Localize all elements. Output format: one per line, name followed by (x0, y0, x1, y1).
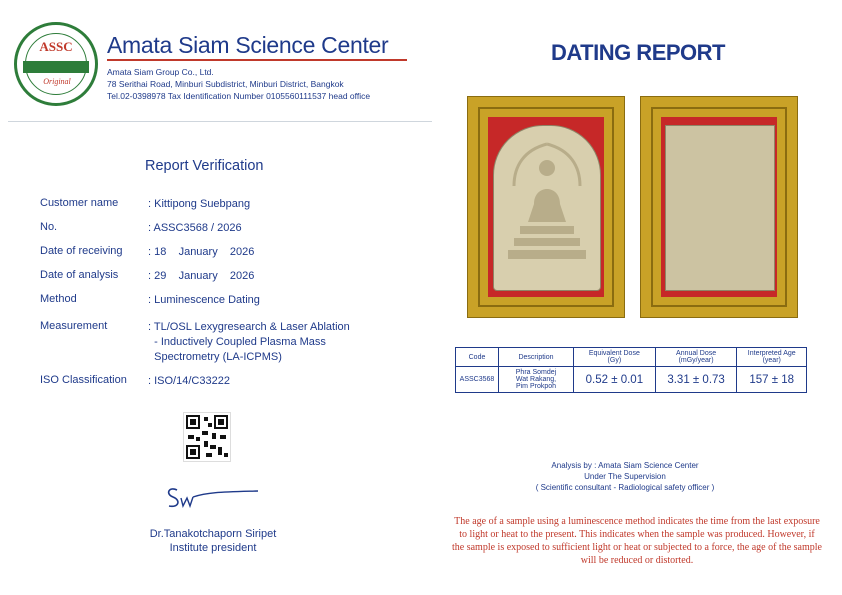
header-description: Description (499, 348, 574, 367)
company-address: 78 Serithai Road, Minburi Subdistrict, Minburi District, Bangkok (107, 79, 344, 89)
company-contact: Tel.02-0398978 Tax Identification Number 0105560111537 head office (107, 91, 371, 101)
customer-name-value: : Kittipong Suebpang (148, 198, 251, 210)
header-annual-dose: Annual Dose (mGy/year) (655, 348, 737, 367)
amulet-front (493, 125, 601, 291)
cell-equivalent-dose: 0.52 ± 0.01 (574, 367, 656, 393)
table-row (456, 367, 807, 393)
company-group: Amata Siam Group Co., Ltd. (107, 67, 214, 77)
signature (163, 482, 263, 521)
method-value: : Luminescence Dating (148, 294, 260, 306)
header-code: Code (456, 348, 499, 367)
amulet-front-photo (468, 97, 624, 317)
report-title: DATING REPORT (551, 40, 725, 65)
cell-interpreted-age: 157 ± 18 (737, 367, 807, 393)
amulet-back (665, 125, 775, 291)
qr-code[interactable] (183, 412, 231, 462)
cell-annual-dose: 3.31 ± 0.73 (655, 367, 737, 393)
measurement-label: Measurement (40, 320, 108, 332)
header-divider (8, 121, 432, 122)
date-analysis-label: Date of analysis (40, 269, 119, 281)
verification-heading: Report Verification (145, 158, 264, 174)
signer-name: Dr.Tanakotchaporn Siripet (149, 528, 277, 540)
company-name: Amata Siam Science Center (107, 32, 389, 58)
date-receiving-label: Date of receiving (40, 245, 123, 257)
date-analysis-value: : 29 January 2026 (148, 270, 255, 282)
table-header-row (456, 348, 807, 367)
disclaimer-note: The age of a sample using a luminescence method indicates the time from the last exposure to light or heat to the present. This indicates when the sample was produced. However, if the sample is exposed to sufficient light or heat or subjected to a force, the age of the sample will be reduced or distorted. (452, 516, 822, 566)
seal-band (23, 61, 89, 73)
seal-script-text: Original (43, 77, 71, 86)
company-address-block (107, 66, 370, 102)
analysis-consultant: ( Scientific consultant - Radiological safety officer ) (535, 483, 715, 492)
date-receiving-value: : 18 January 2026 (148, 246, 255, 258)
measurement-value: : TL/OSL Lexygresearch & Laser Ablation - Inductively Coupled Plasma Mass Spectrometry (LA-ICPMS) (148, 321, 350, 363)
company-logo-seal (14, 22, 98, 106)
iso-value: : ISO/14/C33222 (148, 375, 230, 387)
analysis-block (480, 460, 770, 493)
analysis-by: Analysis by : Amata Siam Science Center (551, 461, 699, 470)
results-table (455, 347, 807, 393)
cell-description: Phra Somdej Wat Rakang, Pim Prokpoh (499, 367, 574, 393)
company-underline (107, 59, 407, 61)
analysis-supervision: Under The Supervision (584, 472, 666, 481)
amulet-back-photo (641, 97, 797, 317)
report-no-value: : ASSC3568 / 2026 (148, 222, 242, 234)
header-equivalent-dose: Equivalent Dose (Gy) (574, 348, 656, 367)
signer-block (140, 527, 286, 555)
report-no-label: No. (40, 221, 58, 233)
seal-text: ASSC (39, 39, 73, 54)
header-interpreted-age: Interpreted Age (year) (737, 348, 807, 367)
customer-name-label: Customer name (40, 197, 119, 209)
iso-label: ISO Classification (40, 374, 127, 386)
cell-code: ASSC3568 (456, 367, 499, 393)
signer-title: Institute president (169, 542, 257, 554)
method-label: Method (40, 293, 77, 305)
